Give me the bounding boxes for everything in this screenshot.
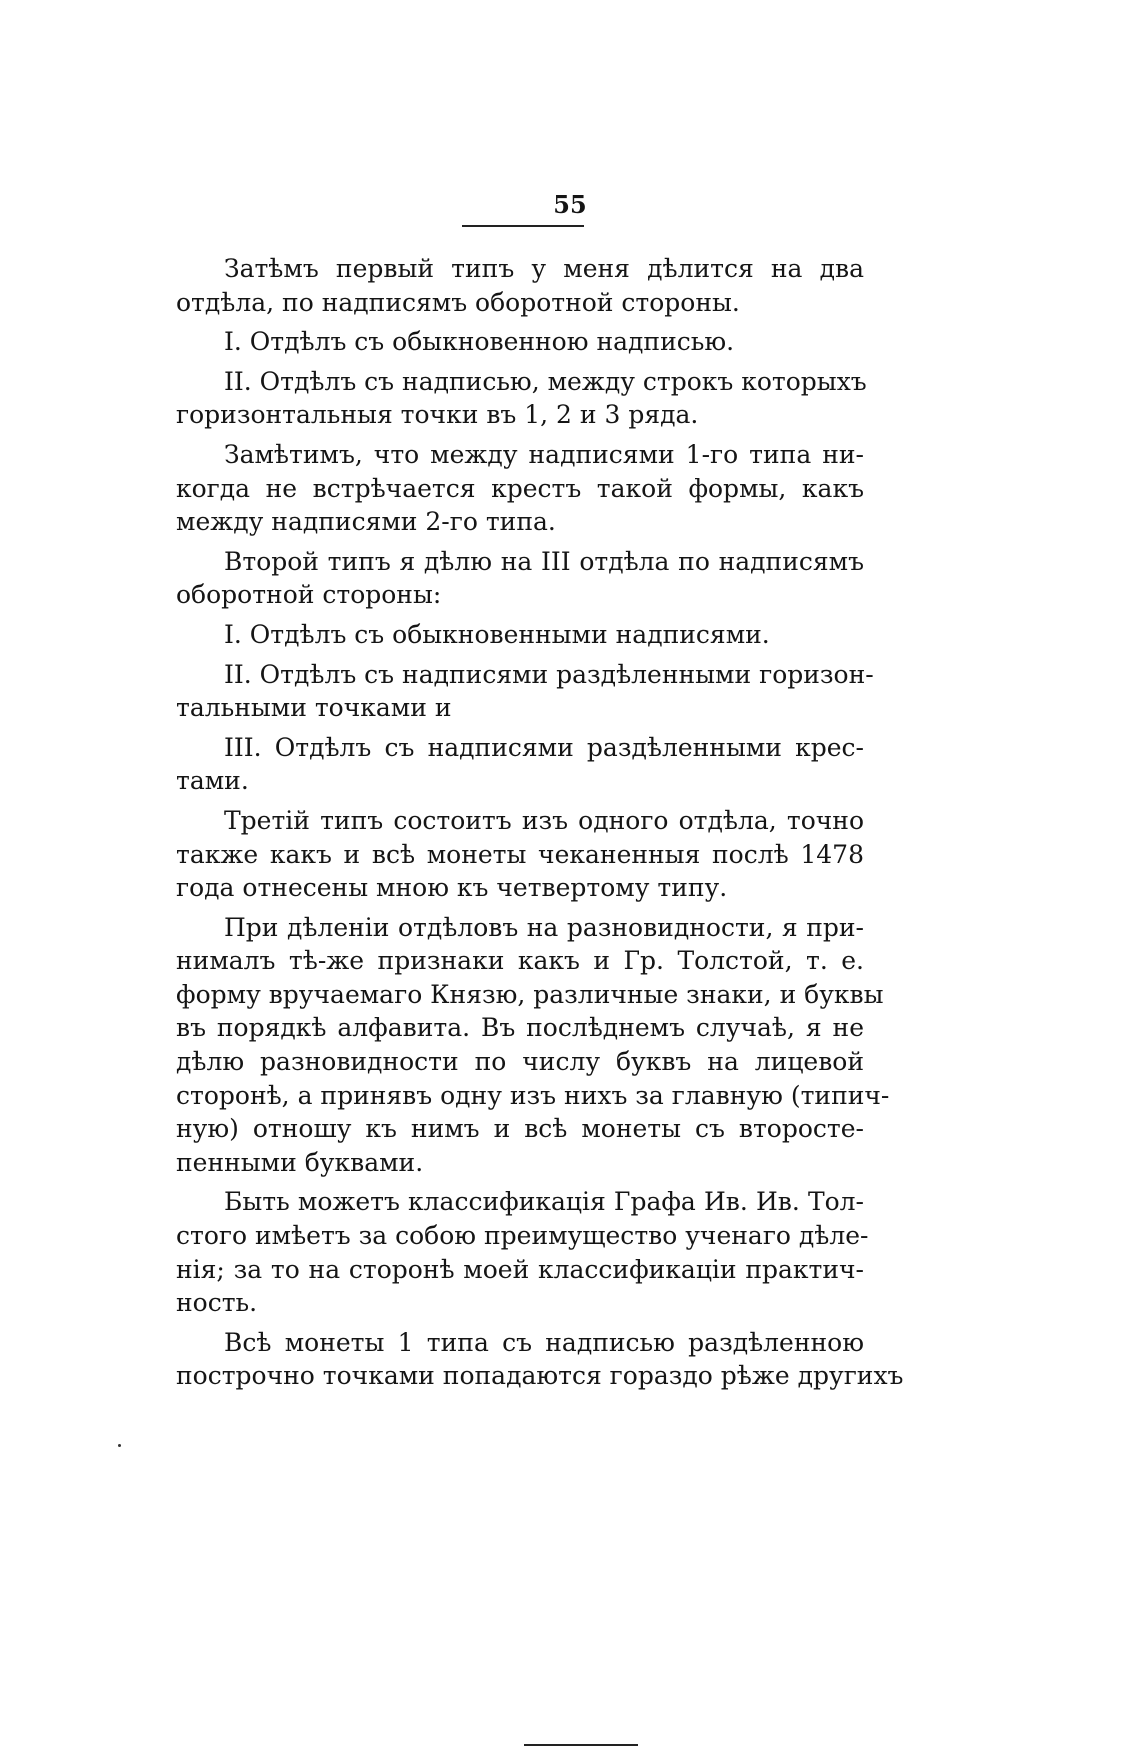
text-line: тальными точками и bbox=[176, 693, 452, 723]
paragraph-11 bbox=[176, 1185, 869, 1319]
paragraph-12 bbox=[176, 1326, 904, 1393]
text-line: I. Отдѣлъ съ обыкновенными надписями. bbox=[224, 619, 770, 649]
paragraph-9 bbox=[176, 804, 864, 905]
text-line: пенными буквами. bbox=[176, 1147, 424, 1177]
text-line: тами. bbox=[176, 766, 249, 796]
page-number: 55 bbox=[553, 190, 587, 219]
text-line: дѣлю разновидности по числу буквъ на лицевой bbox=[176, 1047, 864, 1077]
text-line: II. Отдѣлъ съ надписью, между строкъ которыхъ bbox=[224, 366, 867, 396]
text-line: оборотной стороны: bbox=[176, 580, 442, 610]
text-line: нія; за то на сторонѣ моей классификаціи практич- bbox=[176, 1254, 864, 1284]
paragraph-1 bbox=[176, 252, 864, 319]
paragraph-2 bbox=[176, 325, 864, 359]
paragraph-4 bbox=[176, 438, 864, 539]
text-line: когда не встрѣчается крестъ такой формы, какъ bbox=[176, 473, 864, 503]
text-line: нималъ тѣ-же признаки какъ и Гр. Толстой, т. е. bbox=[176, 946, 864, 976]
scan-speck bbox=[118, 1444, 121, 1447]
text-line: Затѣмъ первый типъ у меня дѣлится на два bbox=[224, 254, 864, 283]
text-line: отдѣла, по надписямъ оборотной стороны. bbox=[176, 287, 740, 317]
paragraph-3 bbox=[176, 365, 867, 432]
text-line: При дѣленіи отдѣловъ на разновидности, я при- bbox=[224, 912, 864, 942]
paragraph-8 bbox=[176, 731, 864, 798]
text-line: Второй типъ я дѣлю на III отдѣла по надписямъ bbox=[224, 546, 864, 576]
text-line: Быть можетъ классификація Графа Ив. Ив. Тол- bbox=[224, 1187, 864, 1217]
paragraph-6 bbox=[176, 618, 864, 652]
text-line: сторонѣ, а принявъ одну изъ нихъ за главную (типич- bbox=[176, 1080, 890, 1110]
text-line: ность. bbox=[176, 1288, 258, 1318]
text-line: также какъ и всѣ монеты чеканенныя послѣ 1478 bbox=[176, 839, 864, 869]
text-line: ную) отношу къ нимъ и всѣ монеты съ второсте- bbox=[176, 1114, 864, 1144]
text-line: Замѣтимъ, что между надписями 1-го типа ни- bbox=[224, 439, 864, 469]
text-line: стого имѣетъ за собою преимущество ученаго дѣле- bbox=[176, 1221, 869, 1251]
header-rule bbox=[462, 225, 584, 227]
text-line: построчно точками попадаются гораздо рѣже другихъ bbox=[176, 1361, 904, 1391]
text-block bbox=[176, 252, 904, 1399]
text-line: Третій типъ состоитъ изъ одного отдѣла, точно bbox=[224, 805, 864, 835]
text-line: года отнесены мною къ четвертому типу. bbox=[176, 873, 728, 903]
text-line: II. Отдѣлъ съ надписями раздѣленными горизон- bbox=[224, 659, 874, 689]
text-line: горизонтальныя точки въ 1, 2 и 3 ряда. bbox=[176, 400, 699, 430]
text-line: I. Отдѣлъ съ обыкновенною надписью. bbox=[224, 327, 735, 357]
text-line: III. Отдѣлъ съ надписями раздѣленными крес- bbox=[224, 732, 864, 762]
text-line: въ порядкѣ алфавита. Въ послѣднемъ случаѣ, я не bbox=[176, 1013, 864, 1043]
paragraph-10 bbox=[176, 911, 890, 1180]
text-line: форму вручаемаго Князю, различные знаки, и буквы bbox=[176, 979, 884, 1009]
footer-rule bbox=[524, 1744, 638, 1746]
text-line: между надписями 2-го типа. bbox=[176, 507, 556, 537]
text-line: Всѣ монеты 1 типа съ надписью раздѣленною bbox=[224, 1327, 864, 1357]
paragraph-5 bbox=[176, 545, 864, 612]
paragraph-7 bbox=[176, 658, 874, 725]
